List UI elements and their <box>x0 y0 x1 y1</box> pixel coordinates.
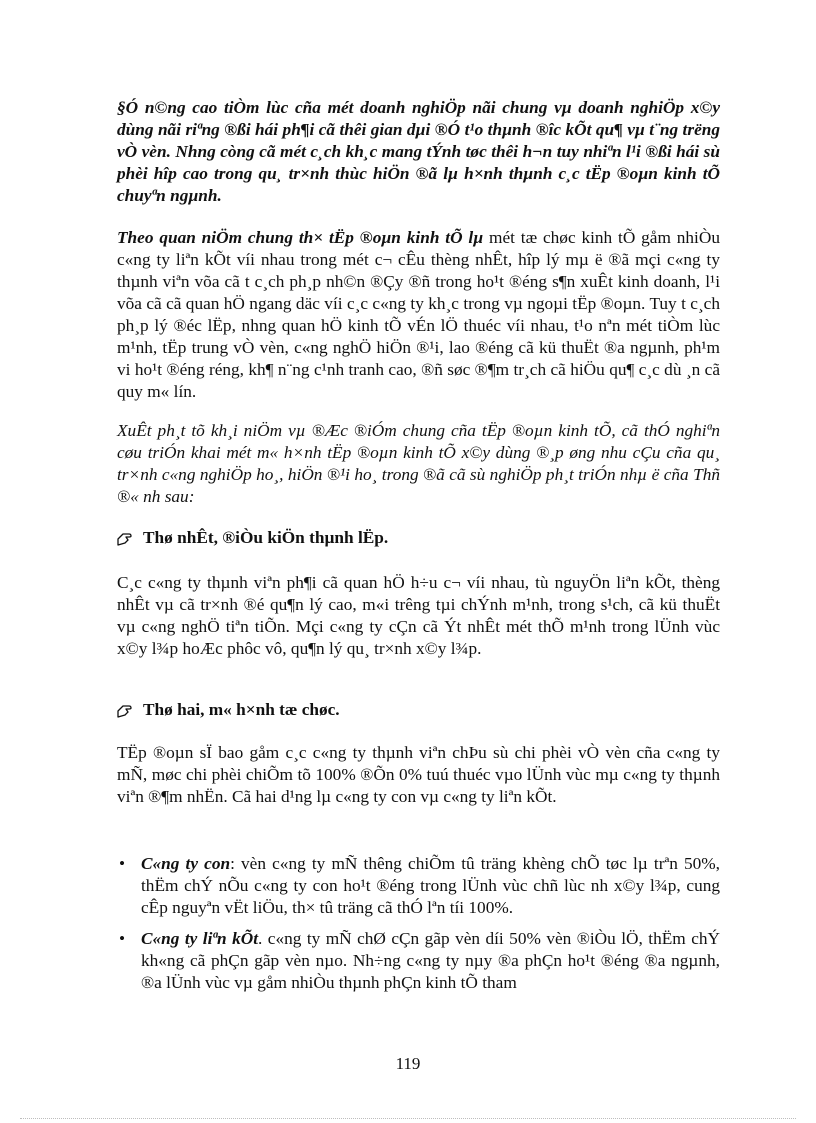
bullet-dot: • <box>119 929 126 948</box>
paragraph-intro: §Ó n©ng cao tiÒm lùc cña mét doanh nghiÖp nãi chung vµ doanh nghiÖp x©y dùng nãi riªng ®ßi hái ph¶i cã thêi gian dµi ®Ó t¹o thµnh ®îc kÕt qu¶ vµ t¨ng trëng vÒ vèn. Nhng còng cã mét c¸ch kh¸c mang tÝnh tøc thêi h¬n tuy nhiªn l¹i ®ßi hái sù phèi hîp cao trong qu¸ tr×nh thùc hiÖn ®ã lµ h×nh thµnh c¸c tËp ®oµn kinh tÕ chuyªn ngµnh. <box>117 98 720 205</box>
page-number: 119 <box>395 1054 421 1073</box>
pointing-hand-icon <box>117 702 133 718</box>
paragraph-definition <box>117 227 720 403</box>
bullet-dot: • <box>119 854 126 873</box>
heading-first-label: Thø nhÊt, ®iÒu kiÖn thµnh lËp. <box>143 528 389 547</box>
list-item-separator: . <box>258 929 263 948</box>
definition-lead: Theo quan niÖm chung th× tËp ®oµn kinh tÕ lµ <box>117 228 484 247</box>
list-item <box>117 928 720 994</box>
pointing-hand-icon <box>117 530 133 546</box>
list-item-separator: : <box>230 854 235 873</box>
heading-second <box>117 699 340 721</box>
list-item-text: c«ng ty mÑ chØ cÇn gãp vèn díi 50% vèn ®iÒu lÖ, thËm chÝ kh«ng cã phÇn gãp vèn nµo. Nh÷ng c«ng ty nµy ®a phÇn ho¹t ®éng ®a ngµnh, ®a lÜnh vùc vµ gåm nhiÒu thµnh phÇn kinh tÕ tham <box>141 929 720 992</box>
heading-second-label: Thø hai, m« h×nh tæ chøc. <box>143 700 340 719</box>
list-item-term: C«ng ty con <box>141 854 231 873</box>
list-item-text: vèn c«ng ty mÑ thêng chiÕm tû träng khèng chÕ tøc lµ trªn 50%, thËm chÝ nÕu c«ng ty con ho¹t ®éng trong lÜnh vùc chñ lùc nh x©y l¾p, cung cÊp nguyªn vËt liÖu, th× tû träng cã thÓ lªn tíi 100%. <box>141 854 721 917</box>
page-bottom-border <box>20 1118 796 1119</box>
definition-body: mét tæ chøc kinh tÕ gåm nhiÒu c«ng ty liªn kÕt víi nhau trong mét c¬ cÊu thèng nhÊt, hîp lý mµ ë ®ã mçi c«ng ty thµnh viªn võa cã t c¸ch ph¸p nh©n ®Çy ®ñ trong ho¹t ®éng s¶n xuÊt kinh doanh, l¹i võa cã cã quan hÖ ngang däc víi c¸c c«ng ty kh¸c trong vµ ngoµi tËp ®oµn. Tuy t c¸ch ph¸p lý ®éc lËp, nhng quan hÖ kinh tÕ vÉn lÖ thuéc víi nhau, t¹o nªn mét tiÒm lùc m¹nh, tËp trung vÒ vèn, c«ng nghÖ hiÖn ®¹i, lao ®éng cã kü thuËt ®a ngµnh, ph¹m vi ho¹t ®éng réng, kh¶ n¨ng c¹nh tranh cao, ®ñ søc ®¶m tr¸ch cã hiÖu qu¶ c¸c dù ¸n cã quy m« lín. <box>117 228 720 401</box>
paragraph-organization: TËp ®oµn sÏ bao gåm c¸c c«ng ty thµnh viªn chÞu sù chi phèi vÒ vèn cña c«ng ty mÑ, møc chi phèi chiÕm tõ 100% ®Õn 0% tuú thuéc vµo lÜnh vùc mµ c«ng ty thµnh viªn ®¶m nhËn. Cã hai d¹ng lµ c«ng ty con vµ c«ng ty liªn kÕt. <box>117 743 720 806</box>
paragraph-conditions: C¸c c«ng ty thµnh viªn ph¶i cã quan hÖ h÷u c¬ víi nhau, tù nguyÖn liªn kÕt, thèng nhÊt vµ cã tr×nh ®é qu¶n lý cao, m«i trêng tµi chÝnh m¹nh, trong s¹ch, cã kü thuËt vµ c«ng nghÖ tiªn tiÕn. Mçi c«ng ty cÇn cã Ýt nhÊt mét thÕ m¹nh trong lÜnh vùc x©y l¾p hoÆc phôc vô, qu¶n lý qu¸ tr×nh x©y l¾p. <box>117 573 720 658</box>
list-item-term: C«ng ty liªn kÕt <box>141 929 258 948</box>
heading-first <box>117 527 388 549</box>
paragraph-model-intro: XuÊt ph¸t tõ kh¸i niÖm vµ ®Æc ®iÓm chung cña tËp ®oµn kinh tÕ, cã thÓ nghiªn cøu triÓn khai mét m« h×nh tËp ®oµn kinh tÕ x©y dùng ®¸p øng nhu cÇu cña qu¸ tr×nh c«ng nghiÖp ho¸, hiÖn ®¹i ho¸ trong ®ã cã sù nghiÖp ph¸t triÓn nhµ ë cña Thñ ®« nh sau: <box>117 421 720 506</box>
company-type-list <box>117 853 720 1003</box>
list-item <box>117 853 720 919</box>
